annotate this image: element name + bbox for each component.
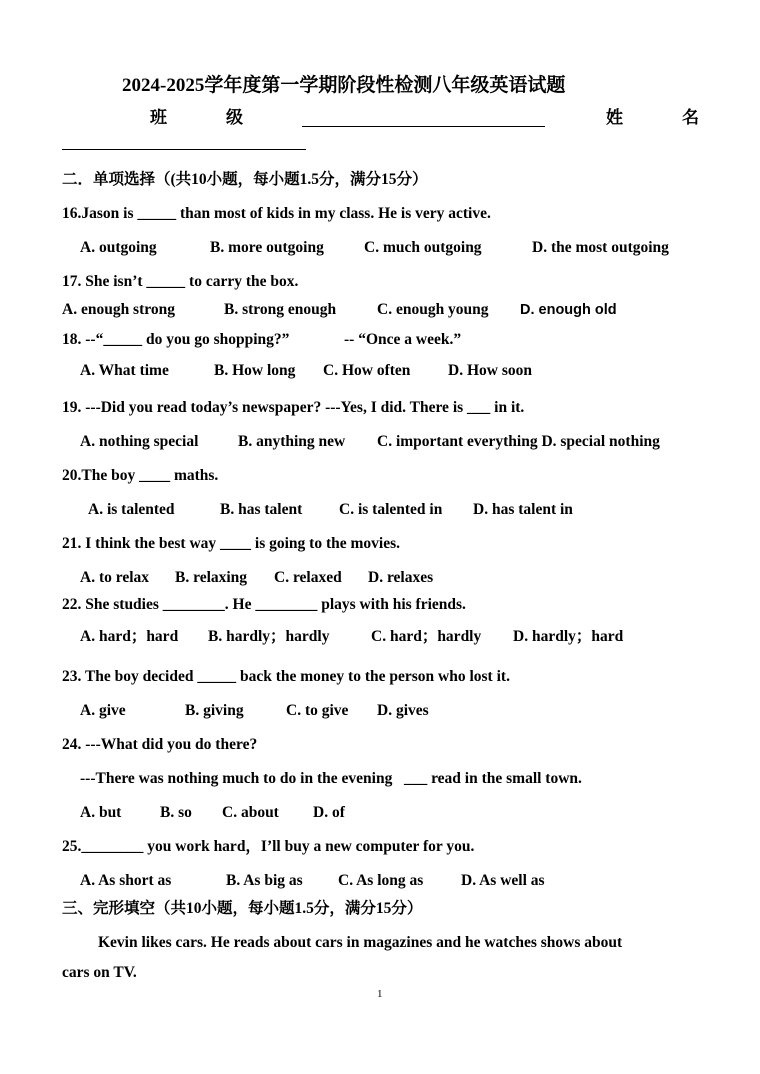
question-23-option-a: A. give <box>80 702 126 719</box>
question-25-option-a: A. As short as <box>80 872 172 889</box>
question-17-option-d: D. enough old <box>520 302 617 318</box>
question-22-option-d: D. hardly；hard <box>513 628 624 645</box>
question-18-stem: 18. --“_____ do you go shopping?” <box>62 331 290 348</box>
question-19-option-b: B. anything new <box>238 433 346 450</box>
question-23-stem: 23. The boy decided _____ back the money to the person who lost it. <box>62 668 510 685</box>
question-22-stem: 22. She studies ________. He ________ plays with his friends. <box>62 596 466 613</box>
question-24-option-d: D. of <box>313 804 345 821</box>
passage-line-2: cars on TV. <box>62 964 137 981</box>
section-heading-single-choice: 二．单项选择（(共10小题，每小题1.5分，满分15分） <box>62 171 428 188</box>
question-18-reply: -- “Once a week.” <box>344 331 462 348</box>
question-24-dialog-line: ---There was nothing much to do in the evening ___ read in the small town. <box>80 770 582 787</box>
name-blank-line <box>62 149 306 150</box>
question-25-option-b: B. As big as <box>226 872 303 889</box>
question-25-option-c: C. As long as <box>338 872 424 889</box>
question-21-option-b: B. relaxing <box>175 569 248 586</box>
question-16-option-d: D. the most outgoing <box>532 239 669 256</box>
question-16-option-b: B. more outgoing <box>210 239 324 256</box>
class-blank-line <box>302 126 545 127</box>
question-18-option-a: A. What time <box>80 362 169 379</box>
question-21-option-d: D. relaxes <box>368 569 434 586</box>
question-21-option-a: A. to relax <box>80 569 150 586</box>
question-18-option-c: C. How often <box>323 362 411 379</box>
question-24-option-b: B. so <box>160 804 192 821</box>
question-18-option-b: B. How long <box>214 362 296 379</box>
question-17-stem: 17. She isn’t _____ to carry the box. <box>62 273 299 290</box>
question-24-stem: 24. ---What did you do there? <box>62 736 258 753</box>
question-20-option-a: A. is talented <box>88 501 175 518</box>
question-20-option-d: D. has talent in <box>473 501 573 518</box>
question-18-option-d: D. How soon <box>448 362 532 379</box>
question-23-option-c: C. to give <box>286 702 349 719</box>
question-17-option-b: B. strong enough <box>224 301 337 318</box>
question-17-option-c: C. enough young <box>377 301 489 318</box>
question-24-option-a: A. but <box>80 804 122 821</box>
question-20-stem: 20.The boy ____ maths. <box>62 467 219 484</box>
question-16-option-a: A. outgoing <box>80 239 157 256</box>
name-label-char-2: 名 <box>682 108 699 127</box>
question-23-option-b: B. giving <box>185 702 244 719</box>
question-19-stem: 19. ---Did you read today’s newspaper? ---Yes, I did. There is ___ in it. <box>62 399 525 416</box>
question-20-option-c: C. is talented in <box>339 501 443 518</box>
question-21-stem: 21. I think the best way ____ is going to the movies. <box>62 535 401 552</box>
name-label-char-1: 姓 <box>606 108 623 127</box>
question-22-option-c: C. hard；hardly <box>371 628 482 645</box>
question-20-option-b: B. has talent <box>220 501 303 518</box>
question-16-stem: 16.Jason is _____ than most of kids in my class. He is very active. <box>62 205 491 222</box>
class-label-char-2: 级 <box>226 108 243 127</box>
question-16-option-c: C. much outgoing <box>364 239 482 256</box>
question-24-option-c: C. about <box>222 804 279 821</box>
question-25-option-d: D. As well as <box>461 872 545 889</box>
page-number: 1 <box>377 988 383 1000</box>
question-19-option-cd: C. important everything D. special nothing <box>377 433 660 450</box>
question-22-option-b: B. hardly；hardly <box>208 628 330 645</box>
question-19-option-a: A. nothing special <box>80 433 199 450</box>
question-21-option-c: C. relaxed <box>274 569 342 586</box>
class-label-char-1: 班 <box>150 108 167 127</box>
passage-line-1: Kevin likes cars. He reads about cars in magazines and he watches shows about <box>98 934 623 951</box>
question-23-option-d: D. gives <box>377 702 429 719</box>
page-title: 2024-2025学年度第一学期阶段性检测八年级英语试题 <box>122 75 566 96</box>
question-17-option-a: A. enough strong <box>62 301 175 318</box>
section-heading-cloze: 三、完形填空（共10小题，每小题1.5分，满分15分） <box>62 900 423 917</box>
question-25-stem: 25.________ you work hard，I’ll buy a new computer for you. <box>62 838 475 855</box>
question-22-option-a: A. hard；hard <box>80 628 179 645</box>
